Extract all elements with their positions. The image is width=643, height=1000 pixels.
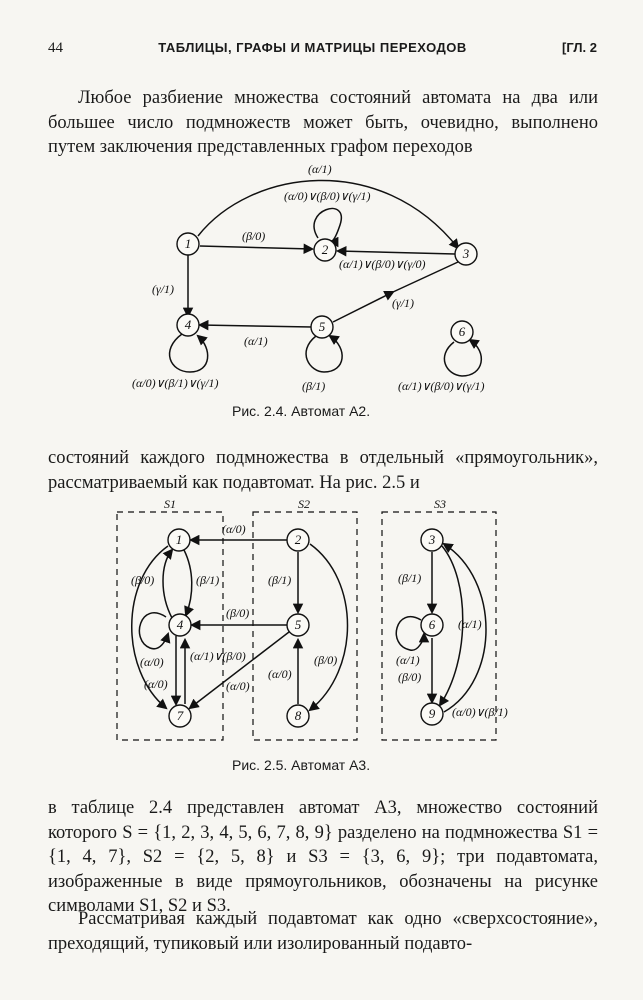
page-number: 44 (48, 40, 63, 56)
label-e85: (α/0) (268, 667, 292, 681)
node-7-label: 7 (176, 707, 184, 723)
label-e54: (α/1) (244, 334, 268, 348)
paragraph-3: в таблице 2.4 представлен автомат A3, множество состояний которого S = {1, 2, 3, 4, 5, 6, 7, 8, 9} разделено на подмножества S1 = {1, 4, 7}, S2 = {2, 5, 8} и S3 = {3, 6, 9}; три подавтомата, изображенные в виде прямоугольников, обозначены на рисунке символами S1, S2 и S3. (48, 798, 598, 916)
label-top-arc: (α/1) (308, 162, 332, 176)
node-2-label: 2 (294, 531, 302, 547)
label-e36: (β/1) (398, 571, 422, 585)
figure-2-5 (117, 497, 508, 740)
label-loop-6: (α/1)∨(β/0)∨(γ/1) (398, 379, 485, 393)
node-5-label: 5 (294, 616, 302, 632)
edge-5-3 (333, 292, 393, 322)
label-e53: (γ/1) (392, 296, 415, 310)
label-e14: (γ/1) (152, 282, 175, 296)
node-3-label: 3 (428, 531, 436, 547)
label-e32: (α/1)∨(β/0)∨(γ/0) (339, 257, 426, 271)
figure-2-4-caption: Рис. 2.4. Автомат A2. (232, 403, 371, 419)
loop-4 (170, 334, 208, 372)
label-e25: (β/1) (268, 573, 292, 587)
edge-2-8 (310, 544, 348, 710)
node-2-label: 2 (321, 241, 329, 257)
loop-5 (306, 336, 342, 372)
label-e57: (α/0) (226, 679, 250, 693)
loop-2 (314, 209, 341, 242)
paragraph-2: состояний каждого подмножества в отдельный «прямоугольник», рассматриваемый как подавтомат. На рис. 2.5 и (48, 448, 598, 493)
edge-5-4 (200, 325, 312, 327)
label-e14: (β/1) (196, 573, 220, 587)
edge-1-4 (184, 550, 192, 615)
node-3-label: 3 (462, 245, 470, 261)
label-e28: (β/0) (314, 653, 338, 667)
figure-2-5-caption: Рис. 2.5. Автомат A3. (232, 757, 371, 773)
label-e47-b: (α/0) (144, 677, 168, 691)
loop-4-fig2 (139, 613, 168, 649)
label-loop-5: (β/1) (302, 379, 326, 393)
edge-3-2 (338, 251, 455, 254)
label-loop-2: (α/0)∨(β/0)∨(γ/1) (284, 189, 371, 203)
node-4-label: 4 (176, 616, 184, 632)
edge-1-2 (200, 246, 312, 249)
label-e39: (α/1) (458, 617, 482, 631)
label-e69-b: (β/0) (398, 670, 422, 684)
label-e12: (β/0) (242, 229, 266, 243)
paragraph-1: Любое разбиение множества состояний автомата на два или большее число подмножеств может быть, очевидно, выполнено путем заключения представленных графом переходов (48, 88, 598, 157)
loop-6 (444, 340, 481, 376)
node-9-label: 9 (428, 705, 436, 721)
chapter-marker: [ГЛ. 2 (562, 40, 597, 55)
node-8-label: 8 (294, 707, 302, 723)
subset-label-s2: S2 (298, 497, 310, 511)
loop-6-fig2 (396, 617, 424, 651)
paragraph-4: Рассматривая каждый подавтомат как одно «сверхсостояние», преходящий, тупиковый или изолированный подавто- (48, 909, 598, 954)
node-6-label: 6 (428, 616, 436, 632)
edge-4-1-left (163, 550, 172, 618)
node-5-label: 5 (318, 318, 326, 334)
node-1-label: 1 (184, 235, 192, 251)
label-e54: (β/0) (226, 606, 250, 620)
running-title: ТАБЛИЦЫ, ГРАФЫ И МАТРИЦЫ ПЕРЕХОДОВ (158, 40, 467, 55)
subset-label-s3: S3 (434, 497, 446, 511)
label-e41: (β/0) (131, 573, 155, 587)
label-e93: (α/0)∨(β/1) (452, 705, 508, 719)
label-loop-4: (α/0)∨(β/1)∨(γ/1) (132, 376, 219, 390)
node-6-label: 6 (458, 323, 466, 339)
node-1-label: 1 (175, 531, 183, 547)
label-e74: (α/1)∨(β/0) (190, 649, 246, 663)
label-e47-a: (α/0) (140, 655, 164, 669)
subset-label-s1: S1 (164, 497, 176, 511)
label-e21: (α/0) (222, 522, 246, 536)
node-4-label: 4 (184, 316, 192, 332)
label-e69-a: (α/1) (396, 653, 420, 667)
